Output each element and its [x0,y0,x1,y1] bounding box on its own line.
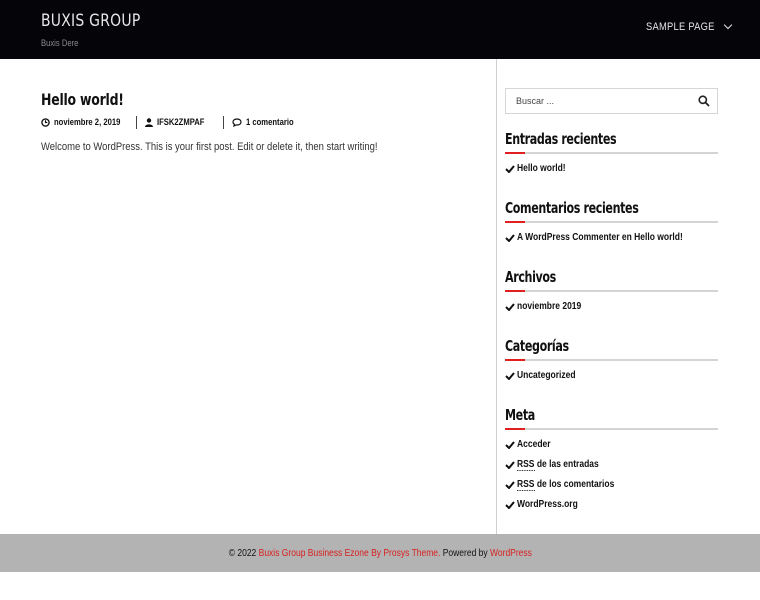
search-icon[interactable] [697,94,711,108]
meta-item-comments-feed[interactable] [505,479,631,490]
wordpress-link[interactable]: WordPress [489,547,532,559]
post-date[interactable] [41,117,132,127]
wordpress-org-link[interactable]: WordPress.org [517,499,578,510]
comment-icon [232,118,242,127]
recent-post-item[interactable] [505,163,574,174]
archive-item[interactable] [505,301,593,312]
comment-post-link[interactable]: Hello world! [634,232,683,243]
powered-by-text: Powered by [442,547,488,559]
check-icon [505,234,515,242]
post-comments-link[interactable] [232,117,302,127]
post-body: Welcome to WordPress. This is your first post. Edit or delete it, then start writing! [41,141,378,153]
rss-abbr: RSS [517,459,535,470]
check-icon [505,165,515,173]
column-divider [496,59,497,534]
meta-item-wordpress-org[interactable] [505,499,589,510]
comments-feed-label: de los comentarios [536,479,615,490]
copyright-text: © 2022 [228,547,256,559]
check-icon [505,303,515,311]
post-comments-text: 1 comentario [245,117,294,127]
post-date-text: noviembre 2, 2019 [54,117,121,127]
comment-connector: en [621,232,632,243]
post-author-text: IFSK2ZMPAF [157,117,205,127]
check-icon [505,481,515,489]
login-link[interactable]: Acceder [517,439,551,450]
widget-underline [505,359,718,361]
footer-credits-line [228,548,531,559]
site-footer [0,534,760,572]
widget-underline [505,221,718,223]
widget-underline [505,290,718,292]
site-description: Buxis Dere [41,38,79,48]
user-icon [145,118,153,127]
main-content [0,59,760,534]
nav-item-sample-page[interactable] [646,21,731,33]
post-title[interactable]: Hello world! [41,90,124,109]
theme-link[interactable]: Buxis Group Business Ezone By Prosys Theme. [258,547,441,559]
entries-feed-label: de las entradas [536,459,599,470]
rss-abbr: RSS [517,479,535,490]
footer-credits [0,534,760,572]
entries-feed-link[interactable] [517,459,599,470]
search-input[interactable] [506,89,691,113]
recent-post-link[interactable]: Hello world! [517,163,566,174]
comments-feed-link[interactable] [517,479,614,490]
widget-title-categories: Categorías [505,337,569,355]
check-icon [505,501,515,509]
chevron-down-icon [724,21,732,29]
widget-underline [505,428,718,430]
category-item[interactable] [505,370,586,381]
widget-title-meta: Meta [505,406,535,424]
check-icon [505,461,515,469]
widget-title-archives: Archivos [505,268,556,286]
comment-author-link[interactable]: A WordPress Commenter [517,232,620,243]
recent-comment-item [505,232,712,243]
category-link[interactable]: Uncategorized [517,370,576,381]
site-header [0,0,760,59]
search-form [505,88,718,114]
post-author[interactable] [145,117,213,127]
widget-title-recent-comments: Comentarios recientes [505,199,639,217]
widget-title-recent-posts: Entradas recientes [505,130,617,148]
meta-separator [136,116,137,129]
meta-item-login[interactable] [505,439,556,450]
archive-link[interactable]: noviembre 2019 [517,301,582,312]
check-icon [505,441,515,449]
meta-separator [223,116,224,129]
post-meta [41,115,302,129]
clock-icon [41,118,50,127]
site-title[interactable]: BUXIS GROUP [41,11,141,31]
recent-comment-text [517,232,683,243]
meta-item-entries-feed[interactable] [505,459,613,470]
check-icon [505,372,515,380]
widget-underline [505,152,718,154]
nav-item-label: SAMPLE PAGE [646,21,715,33]
